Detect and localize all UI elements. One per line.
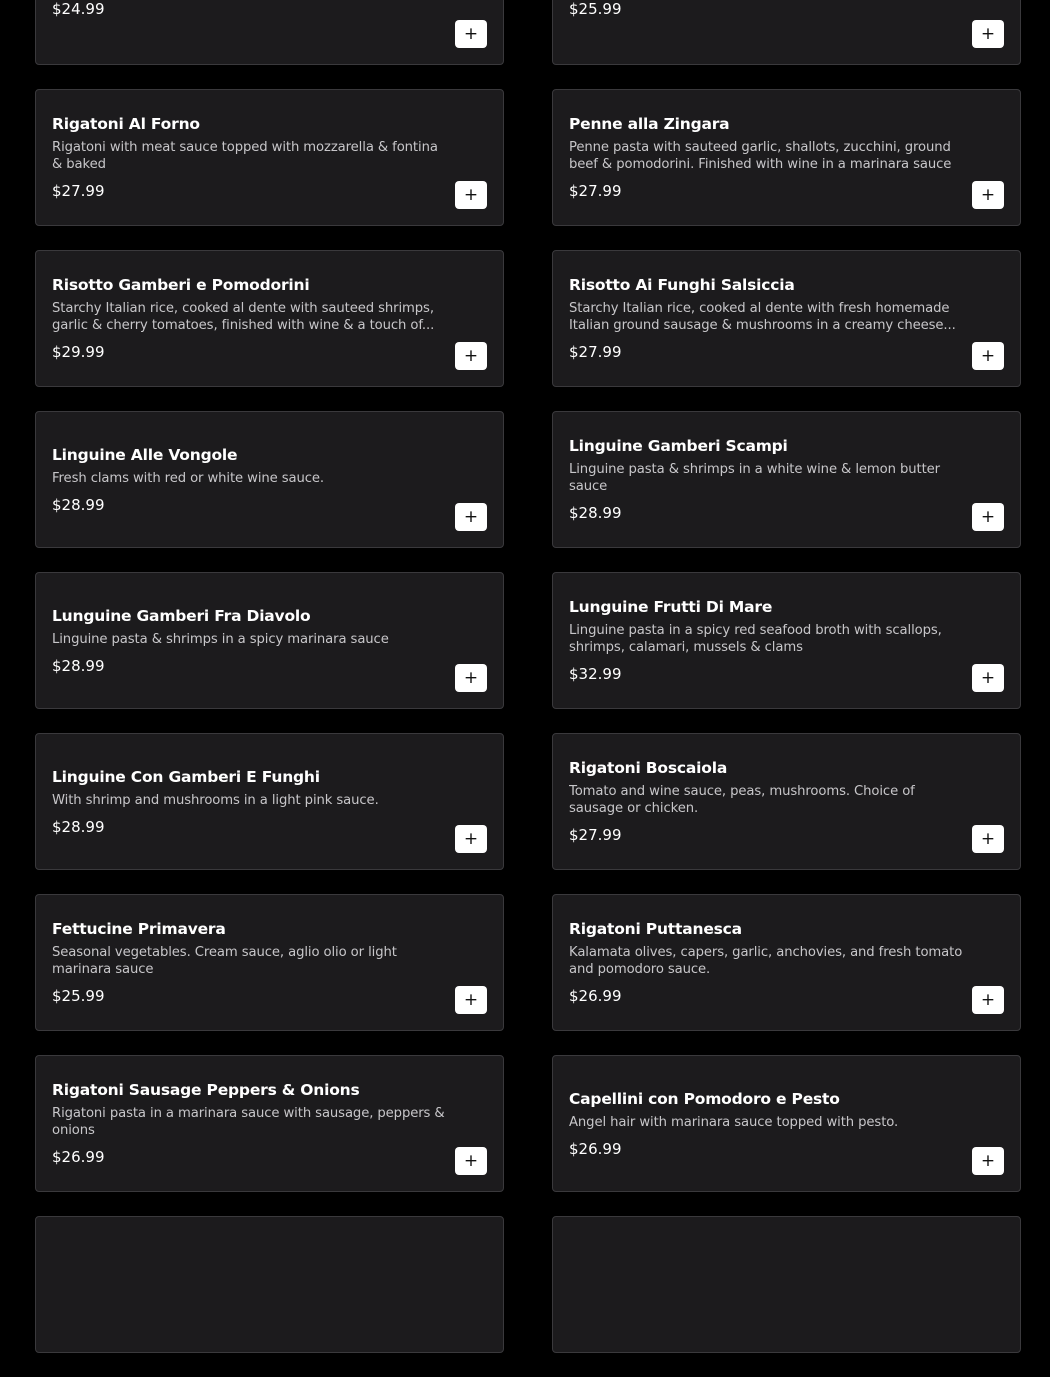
menu-items-grid: [35, 0, 1021, 1377]
menu-item-description: Rigatoni with meat sauce topped with mozzarella & fontina & baked: [52, 140, 438, 172]
menu-item-body: [569, 0, 968, 64]
add-to-cart-button[interactable]: [972, 20, 1004, 48]
menu-item-body: [52, 251, 451, 386]
menu-item-title: Rigatoni Puttanesca: [569, 920, 742, 938]
menu-item-card[interactable]: [552, 250, 1021, 387]
menu-item-card[interactable]: [35, 572, 504, 709]
add-to-cart-button[interactable]: [972, 664, 1004, 692]
menu-item-price: $29.99: [52, 343, 105, 361]
menu-item-description: Fresh clams with red or white wine sauce.: [52, 470, 325, 486]
menu-item-price: $26.99: [569, 987, 622, 1005]
add-to-cart-button[interactable]: [455, 825, 487, 853]
add-to-cart-button[interactable]: [455, 1147, 487, 1175]
menu-item-card[interactable]: [35, 89, 504, 226]
menu-item-price: $27.99: [569, 826, 622, 844]
menu-item-card[interactable]: [35, 733, 504, 870]
menu-item-description: Starchy Italian rice, cooked al dente with sauteed shrimps, garlic & cherry tomatoes, finished with wine & a touch of...: [52, 301, 435, 333]
menu-item-title: Risotto Gamberi e Pomodorini: [52, 276, 310, 294]
menu-item-price: $28.99: [569, 504, 622, 522]
menu-item-card[interactable]: [552, 1216, 1021, 1353]
menu-item-body: [569, 1056, 968, 1191]
menu-item-description: Angel hair with marinara sauce topped with pesto.: [569, 1114, 899, 1130]
add-to-cart-button[interactable]: [455, 664, 487, 692]
menu-item-card[interactable]: [552, 572, 1021, 709]
menu-item-description: Tomato and wine sauce, peas, mushrooms. Choice of sausage or chicken.: [569, 784, 915, 816]
add-to-cart-button[interactable]: [972, 1147, 1004, 1175]
menu-item-body: [52, 0, 451, 64]
plus-icon: +: [980, 829, 996, 849]
plus-icon: +: [980, 346, 996, 366]
menu-item-description: Linguine pasta in a spicy red seafood broth with scallops, shrimps, calamari, mussels & clams: [569, 623, 942, 655]
menu-item-body: [52, 573, 451, 708]
menu-item-price: $26.99: [569, 1139, 622, 1158]
menu-item-body: [569, 90, 968, 225]
menu-item-title: Linguine Gamberi Scampi: [569, 437, 788, 455]
menu-item-card[interactable]: [552, 89, 1021, 226]
add-to-cart-button[interactable]: [455, 181, 487, 209]
menu-item-body: [569, 1217, 968, 1352]
menu-item-card[interactable]: [35, 411, 504, 548]
add-to-cart-button[interactable]: [972, 825, 1004, 853]
menu-item-title: Rigatoni Sausage Peppers & Onions: [52, 1081, 360, 1099]
menu-item-card[interactable]: [35, 250, 504, 387]
plus-icon: +: [463, 668, 479, 688]
menu-row: [35, 89, 1021, 226]
add-to-cart-button[interactable]: [455, 986, 487, 1014]
menu-item-body: [52, 1217, 451, 1352]
menu-item-title: Linguine Con Gamberi E Funghi: [52, 767, 320, 786]
menu-item-title: Linguine Alle Vongole: [52, 445, 238, 464]
plus-icon: +: [980, 668, 996, 688]
add-to-cart-button[interactable]: [972, 503, 1004, 531]
plus-icon: +: [463, 829, 479, 849]
menu-item-body: [569, 573, 968, 708]
menu-item-card[interactable]: [35, 1216, 504, 1353]
menu-item-description: Kalamata olives, capers, garlic, anchovies, and fresh tomato and pomodoro sauce.: [569, 945, 963, 977]
menu-item-price: $32.99: [569, 665, 622, 683]
plus-icon: +: [463, 346, 479, 366]
menu-row: [35, 1216, 1021, 1353]
add-to-cart-button[interactable]: [455, 503, 487, 531]
menu-item-price: $24.99: [52, 0, 105, 18]
menu-item-price: $28.99: [52, 817, 105, 836]
menu-item-price: $28.99: [52, 656, 105, 675]
menu-item-description: Seasonal vegetables. Cream sauce, aglio olio or light marinara sauce: [52, 945, 397, 977]
menu-row: [35, 894, 1021, 1031]
menu-item-body: [569, 895, 968, 1030]
menu-row: [35, 1055, 1021, 1192]
menu-item-title: Capellini con Pomodoro e Pesto: [569, 1089, 840, 1108]
menu-item-title: Risotto Ai Funghi Salsiccia: [569, 276, 795, 294]
plus-icon: +: [463, 1151, 479, 1171]
menu-item-price: $27.99: [569, 182, 622, 200]
plus-icon: +: [463, 990, 479, 1010]
menu-item-title: Fettucine Primavera: [52, 920, 226, 938]
menu-item-price: $25.99: [569, 0, 622, 18]
menu-item-card[interactable]: [35, 894, 504, 1031]
menu-item-card[interactable]: [552, 411, 1021, 548]
menu-item-body: [52, 895, 451, 1030]
menu-item-price: $27.99: [52, 182, 105, 200]
menu-item-price: $28.99: [52, 495, 105, 514]
plus-icon: +: [980, 990, 996, 1010]
plus-icon: +: [463, 24, 479, 44]
menu-item-title: Rigatoni Al Forno: [52, 115, 200, 133]
menu-item-card[interactable]: [35, 1055, 504, 1192]
menu-item-body: [52, 734, 451, 869]
menu-row: [35, 572, 1021, 709]
add-to-cart-button[interactable]: [455, 342, 487, 370]
menu-item-title: Lunguine Frutti Di Mare: [569, 598, 773, 616]
add-to-cart-button[interactable]: [972, 342, 1004, 370]
menu-item-card[interactable]: [35, 0, 504, 65]
menu-item-body: [52, 412, 451, 547]
add-to-cart-button[interactable]: [972, 986, 1004, 1014]
menu-item-body: [569, 251, 968, 386]
menu-row: [35, 733, 1021, 870]
menu-item-description: Linguine pasta & shrimps in a spicy marinara sauce: [52, 631, 389, 647]
menu-item-body: [52, 90, 451, 225]
add-to-cart-button[interactable]: [972, 181, 1004, 209]
menu-item-price: $25.99: [52, 987, 105, 1005]
menu-item-body: [569, 734, 968, 869]
plus-icon: +: [980, 1151, 996, 1171]
menu-item-description: Starchy Italian rice, cooked al dente with fresh homemade Italian ground sausage & mushrooms in a creamy cheese...: [569, 301, 956, 333]
menu-item-description: Linguine pasta & shrimps in a white wine & lemon butter sauce: [569, 462, 940, 494]
plus-icon: +: [980, 185, 996, 205]
menu-item-body: [569, 412, 968, 547]
menu-row: [35, 250, 1021, 387]
menu-item-title: Lunguine Gamberi Fra Diavolo: [52, 606, 311, 625]
add-to-cart-button[interactable]: [455, 20, 487, 48]
menu-item-description: Rigatoni pasta in a marinara sauce with sausage, peppers & onions: [52, 1106, 445, 1138]
plus-icon: +: [980, 507, 996, 527]
menu-item-title: Penne alla Zingara: [569, 115, 730, 133]
menu-item-title: Rigatoni Boscaiola: [569, 759, 728, 777]
menu-item-card[interactable]: [552, 0, 1021, 65]
menu-item-body: [52, 1056, 451, 1191]
menu-item-description: Penne pasta with sauteed garlic, shallots, zucchini, ground beef & pomodorini. Finished with wine in a marinara sauce: [569, 140, 952, 172]
menu-row: [35, 0, 1021, 65]
menu-item-card[interactable]: [552, 733, 1021, 870]
menu-item-price: $26.99: [52, 1148, 105, 1166]
menu-item-card[interactable]: [552, 1055, 1021, 1192]
menu-item-card[interactable]: [552, 894, 1021, 1031]
menu-item-description: With shrimp and mushrooms in a light pink sauce.: [52, 792, 379, 808]
menu-row: [35, 411, 1021, 548]
plus-icon: +: [980, 24, 996, 44]
plus-icon: +: [463, 507, 479, 527]
menu-item-price: $27.99: [569, 343, 622, 361]
plus-icon: +: [463, 185, 479, 205]
